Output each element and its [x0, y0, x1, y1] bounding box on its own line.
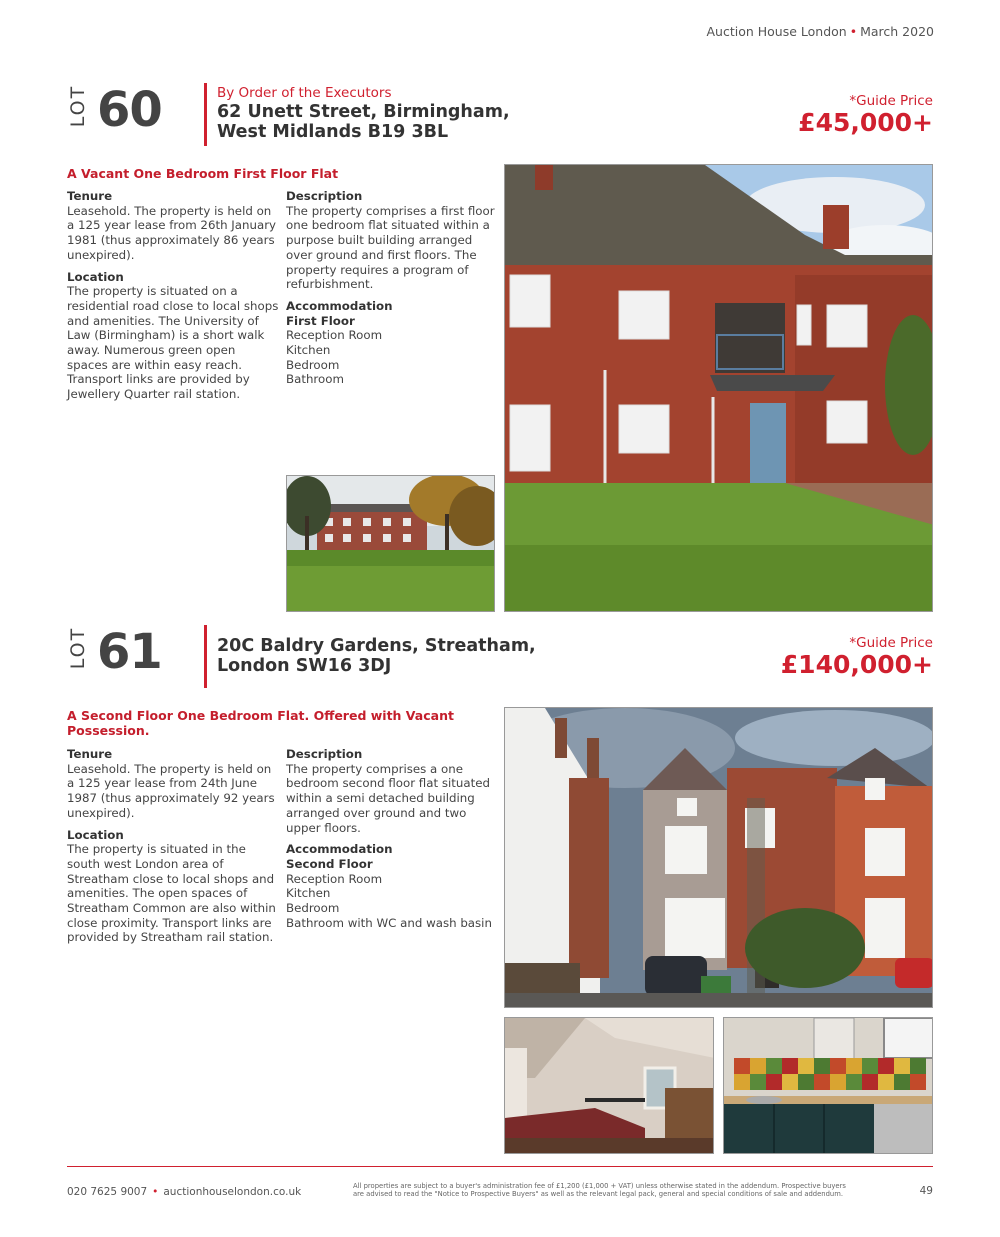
lot-61-address: [217, 636, 536, 676]
lot-60-main-photo: [504, 164, 933, 612]
lot-label: LOT: [67, 626, 89, 670]
phone-number: 020 7625 9007: [67, 1186, 148, 1198]
bullet-dot: •: [152, 1186, 159, 1198]
lot-61-right-column: [286, 747, 498, 930]
room-item: Bathroom: [286, 372, 344, 387]
room-item: Bedroom: [286, 357, 340, 372]
lot-61-kitchen-photo: [723, 1017, 933, 1154]
room-list: [286, 872, 498, 931]
floor-heading: Second Floor: [286, 856, 373, 871]
lot-label: LOT: [67, 84, 89, 128]
lot-number: 60: [97, 82, 162, 138]
website-link[interactable]: auctionhouselondon.co.uk: [163, 1186, 302, 1198]
lot-60-headline: A Vacant One Bedroom First Floor Flat: [67, 166, 339, 181]
lot-60-right-column: [286, 189, 496, 387]
tenure-text: Leasehold. The property is held on a 125 year lease from 26th January 1981 (thus approximately 86 years unexpired).: [67, 203, 277, 262]
lot-61-guide-price: £140,000+: [780, 650, 933, 679]
location-heading: Location: [67, 269, 124, 284]
address-line-2: West Midlands B19 3BL: [217, 122, 449, 142]
location-heading: Location: [67, 827, 124, 842]
brick-building-illustration: [505, 165, 933, 612]
footer-contact: [67, 1186, 301, 1198]
lot-60-left-column: [67, 189, 279, 409]
description-text: The property comprises a first floor one bedroom flat situated within a purpose built building arranged over ground and first floors. The property requires a program of refurbishment.: [286, 203, 495, 292]
lot-61-red-bar: [204, 625, 207, 688]
lot-60-address: [217, 102, 510, 142]
headline-line-1: A Second Floor One Bedroom Flat. Offered with Vacant: [67, 708, 454, 723]
footer-rule: [67, 1166, 933, 1167]
room-item: Kitchen: [286, 343, 331, 358]
lot-60-guide-price: £45,000+: [798, 108, 933, 137]
description-heading: Description: [286, 747, 363, 761]
accommodation-heading: Accommodation: [286, 842, 393, 857]
room-item: Bathroom with WC and wash basin: [286, 915, 492, 930]
accommodation-heading: Accommodation: [286, 298, 393, 313]
address-line-1: 62 Unett Street, Birmingham,: [217, 102, 510, 122]
tenure-heading: Tenure: [67, 747, 113, 761]
room-list: [286, 328, 496, 387]
lot-60-red-bar: [204, 83, 207, 146]
room-item: Bedroom: [286, 901, 340, 916]
bedroom-illustration: [505, 1018, 714, 1154]
location-text: The property is situated on a residential road close to local shops and amenities. The University of Law (Birmingham) is a short walk away. Numerous green open spaces are within easy reach. Transport links are provided by Jewellery Quarter rail station.: [67, 284, 279, 402]
headline-line-2: Possession.: [67, 723, 150, 738]
tenure-heading: Tenure: [67, 189, 113, 203]
room-item: Reception Room: [286, 871, 383, 886]
location-text: The property is situated in the south west London area of Streatham close to local shops and amenities. The open spaces of Streatham Common are also within close proximity. Transport links are provided by Streatham rail station.: [67, 842, 276, 945]
kitchen-illustration: [724, 1018, 933, 1154]
lot-60-guide-label: *Guide Price: [849, 93, 933, 109]
lot-61-bedroom-photo: [504, 1017, 714, 1154]
description-heading: Description: [286, 189, 363, 203]
room-item: Kitchen: [286, 886, 331, 901]
page-number: 49: [919, 1185, 933, 1197]
footer-disclaimer: All properties are subject to a buyer's administration fee of £1,200 (£1,000 + VAT) unless otherwise stated in the addendum. Prospective buyers are advised to read the "Notice to Prospective Buyers" as well as the relevant legal pack, general and special conditions of sale and addendum.: [353, 1182, 846, 1199]
lot-61-main-photo: [504, 707, 933, 1008]
address-line-2: London SW16 3DJ: [217, 656, 392, 676]
victorian-house-illustration: [505, 708, 933, 1008]
room-item: Reception Room: [286, 328, 383, 343]
address-line-1: 20C Baldry Gardens, Streatham,: [217, 636, 536, 656]
lot-60-order: By Order of the Executors: [217, 85, 392, 101]
lot-61-left-column: [67, 747, 279, 952]
lot-60-park-photo: [286, 475, 495, 612]
running-head: [707, 24, 935, 39]
issue-date: March 2020: [860, 24, 934, 39]
lot-number: 61: [97, 624, 162, 680]
publisher-name: Auction House London: [706, 24, 847, 39]
lot-61-headline: [67, 708, 454, 738]
lot-61-guide-label: *Guide Price: [849, 635, 933, 651]
bullet-dot: •: [849, 24, 858, 39]
floor-heading: First Floor: [286, 313, 355, 328]
description-text: The property comprises a one bedroom second floor flat situated within a semi detached building arranged over ground and two upper floors.: [286, 761, 490, 835]
park-illustration: [287, 476, 495, 612]
tenure-text: Leasehold. The property is held on a 125 year lease from 24th June 1987 (thus approximately 92 years unexpired).: [67, 761, 275, 820]
